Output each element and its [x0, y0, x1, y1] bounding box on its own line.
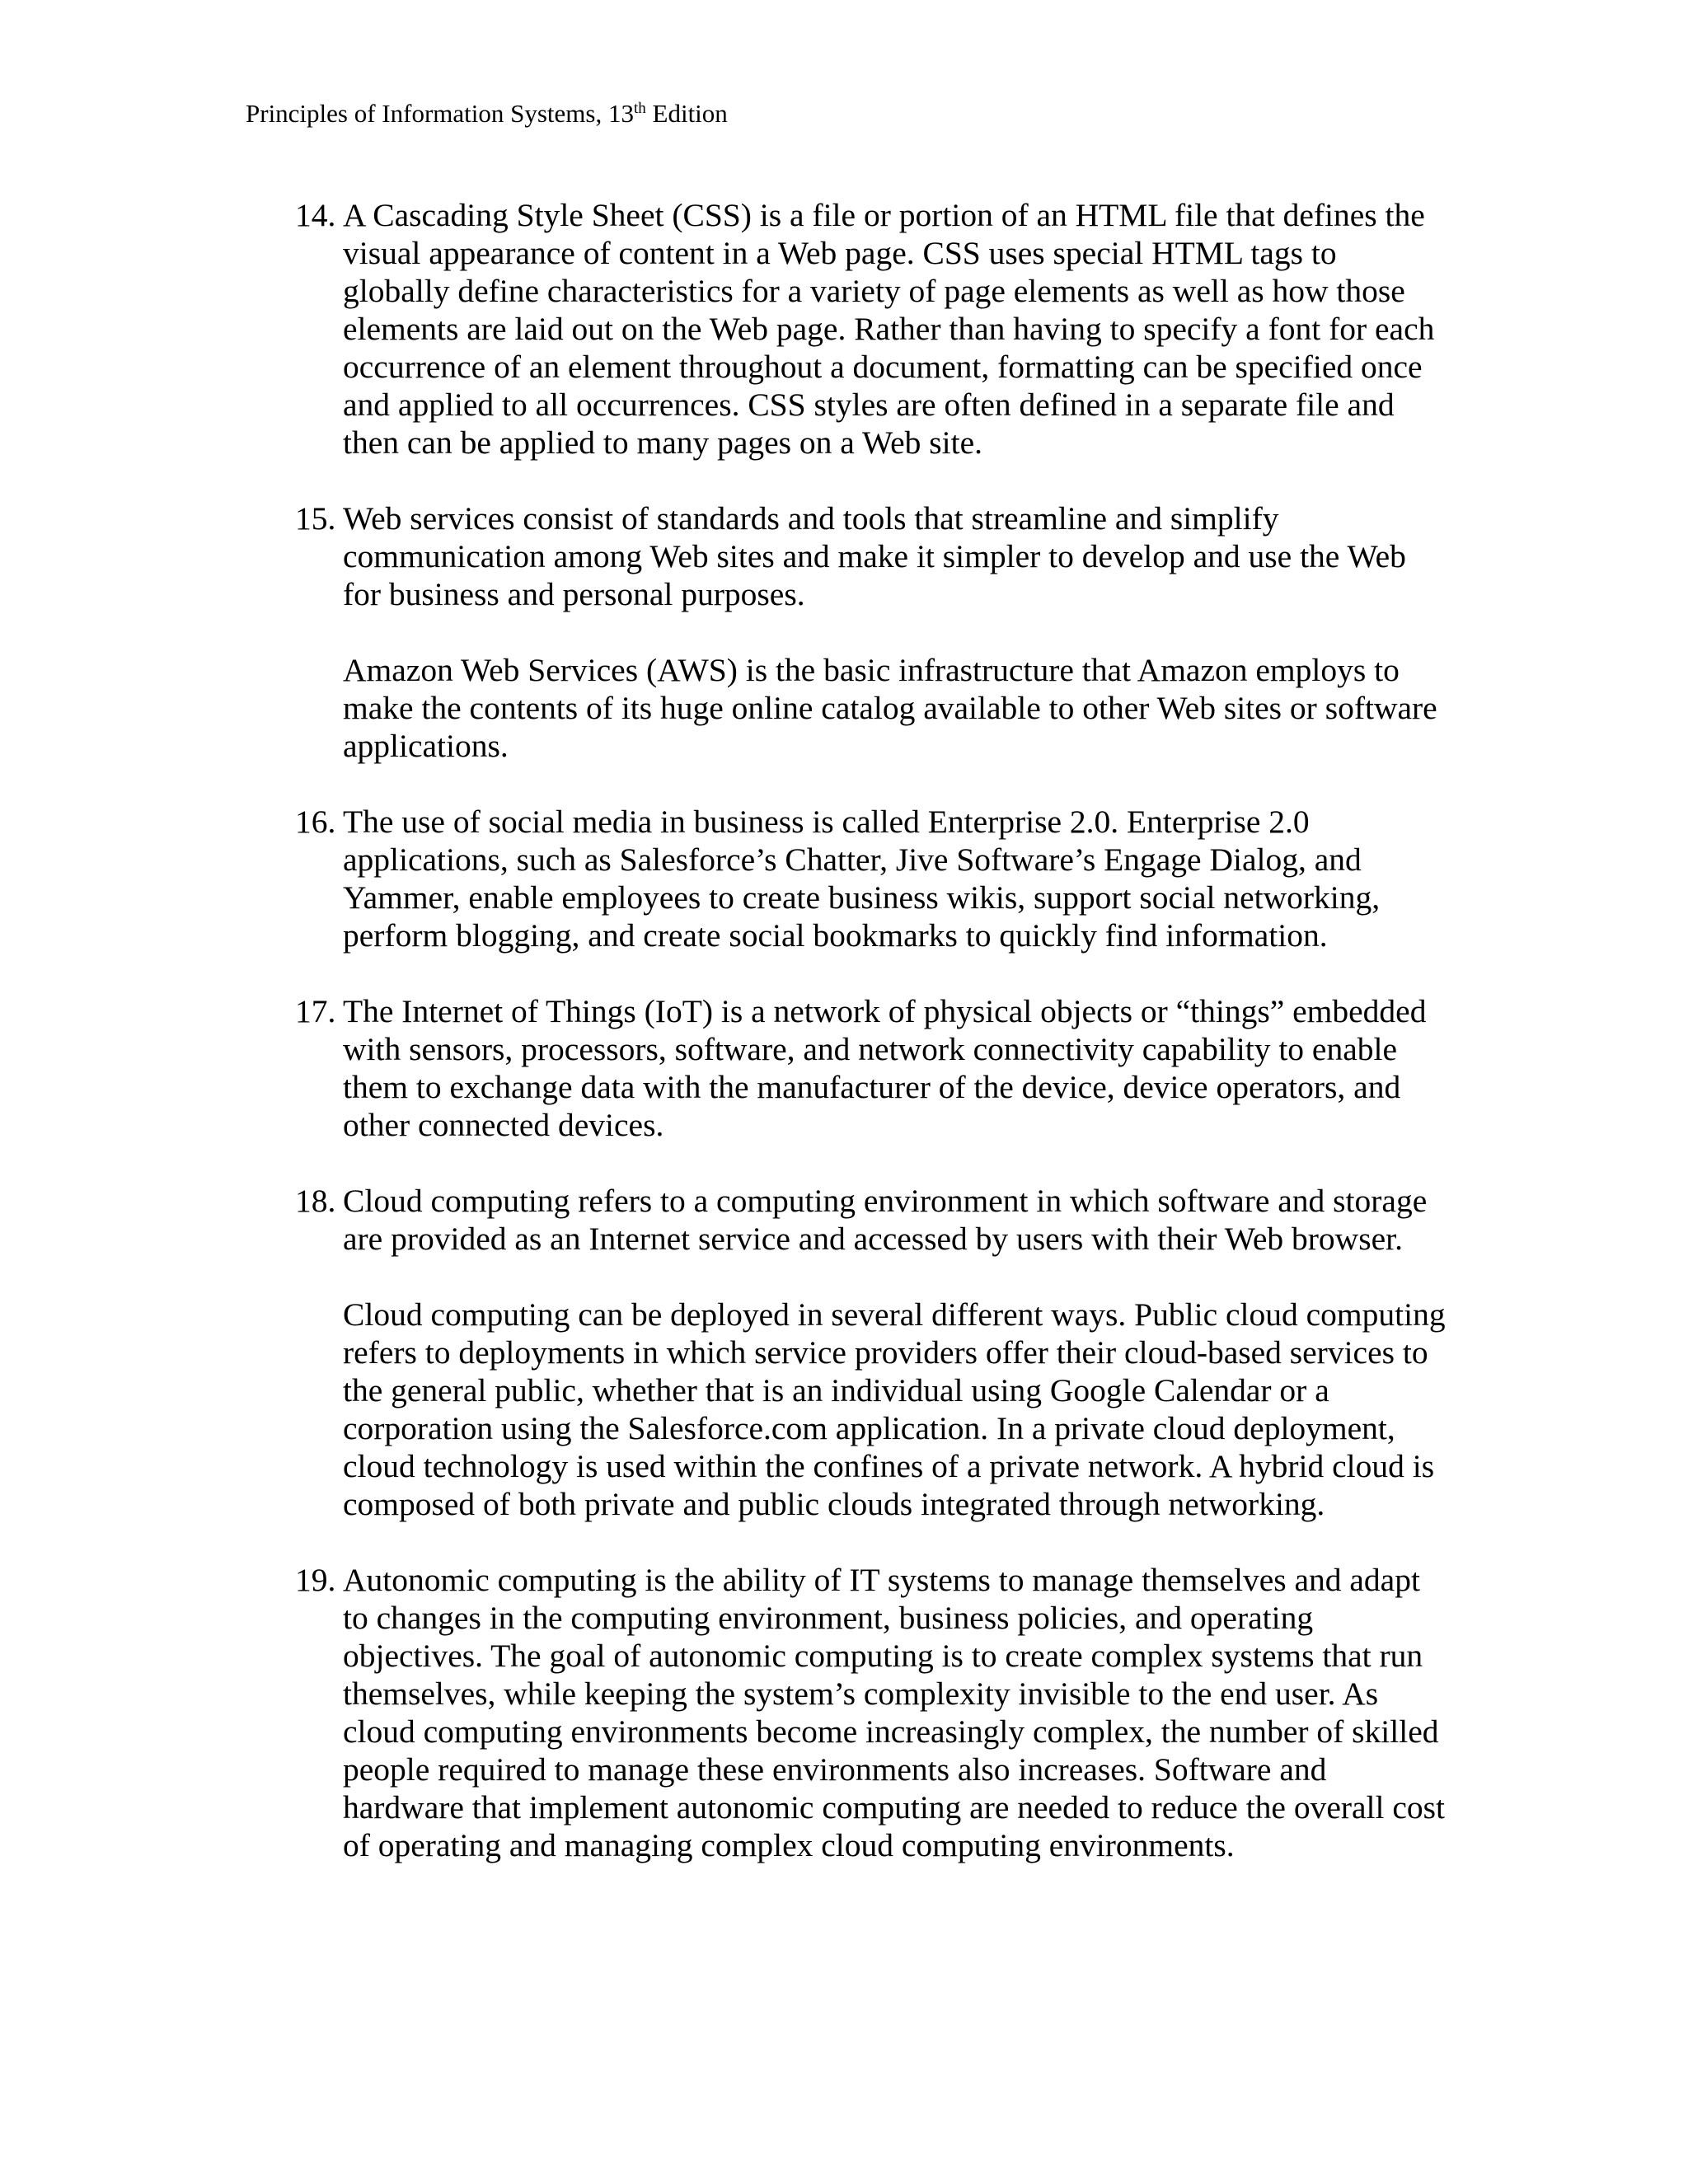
header-title-superscript: th: [633, 100, 646, 117]
item-number: 18.: [295, 1183, 336, 1219]
answer-item-16: [295, 803, 1449, 954]
item-paragraph: Web services consist of standards and tools that streamline and simplify communication among Web sites and make it simpler to develop and use the Web for business and personal purposes.: [343, 500, 1406, 612]
item-paragraph: Autonomic computing is the ability of IT systems to manage themselves and adapt to changes in the computing environment, business policies, and operating objectives. The goal of autonomic computing is to create complex systems that run themselves, while keeping the system’s complexity invisible to the end user. As cloud computing environments become increasingly complex, the number of skilled people required to manage these environments also increases. Software and hardware that implement autonomic computing are needed to reduce the overall cost of operating and managing complex cloud computing environments.: [343, 1562, 1446, 1863]
item-number: 17.: [295, 993, 336, 1029]
running-header: [246, 97, 728, 130]
item-paragraph: The Internet of Things (IoT) is a network of physical objects or “things” embedded with sensors, processors, software, and network connectivity capability to enable them to exchange data with the manufacturer of the device, device operators, and other connected devices.: [343, 993, 1427, 1143]
answer-item-15: [295, 499, 1449, 765]
item-paragraph: Cloud computing refers to a computing environment in which software and storage are provided as an Internet service and accessed by users with their Web browser.: [343, 1183, 1428, 1257]
answer-list: [295, 196, 1449, 1864]
item-paragraph: The use of social media in business is called Enterprise 2.0. Enterprise 2.0 applications, such as Salesforce’s Chatter, Jive Software’s Engage Dialog, and Yammer, enable employees to create business wikis, support social networking, perform blogging, and create social bookmarks to quickly find information.: [343, 804, 1381, 954]
answer-item-19: [295, 1561, 1449, 1864]
item-paragraph: Cloud computing can be deployed in several different ways. Public cloud computing refers to deployments in which service providers offer their cloud-based services to the general public, whether that is an individual using Google Calendar or a corporation using the Salesforce.com application. In a private cloud deployment, cloud technology is used within the confines of a private network. A hybrid cloud is composed of both private and public clouds integrated through networking.: [343, 1296, 1446, 1522]
item-number: 15.: [295, 500, 336, 537]
item-number: 16.: [295, 804, 336, 840]
item-paragraph: A Cascading Style Sheet (CSS) is a file or portion of an HTML file that defines the visual appearance of content in a Web page. CSS uses special HTML tags to globally define characteristics for a variety of page elements as well as how those elements are laid out on the Web page. Rather than having to specify a font for each occurrence of an element throughout a document, formatting can be specified once and applied to all occurrences. CSS styles are often defined in a separate file and then can be applied to many pages on a Web site.: [343, 197, 1435, 461]
item-paragraph: Amazon Web Services (AWS) is the basic infrastructure that Amazon employs to make the contents of its huge online catalog available to other Web sites or software applications.: [343, 652, 1437, 764]
item-number: 14.: [295, 197, 336, 233]
answer-item-17: [295, 992, 1449, 1144]
header-title-suffix: Edition: [645, 99, 728, 128]
header-title-prefix: Principles of Information Systems, 13: [246, 99, 634, 128]
answer-item-18: [295, 1182, 1449, 1523]
answer-item-14: [295, 196, 1449, 462]
item-number: 19.: [295, 1562, 336, 1598]
